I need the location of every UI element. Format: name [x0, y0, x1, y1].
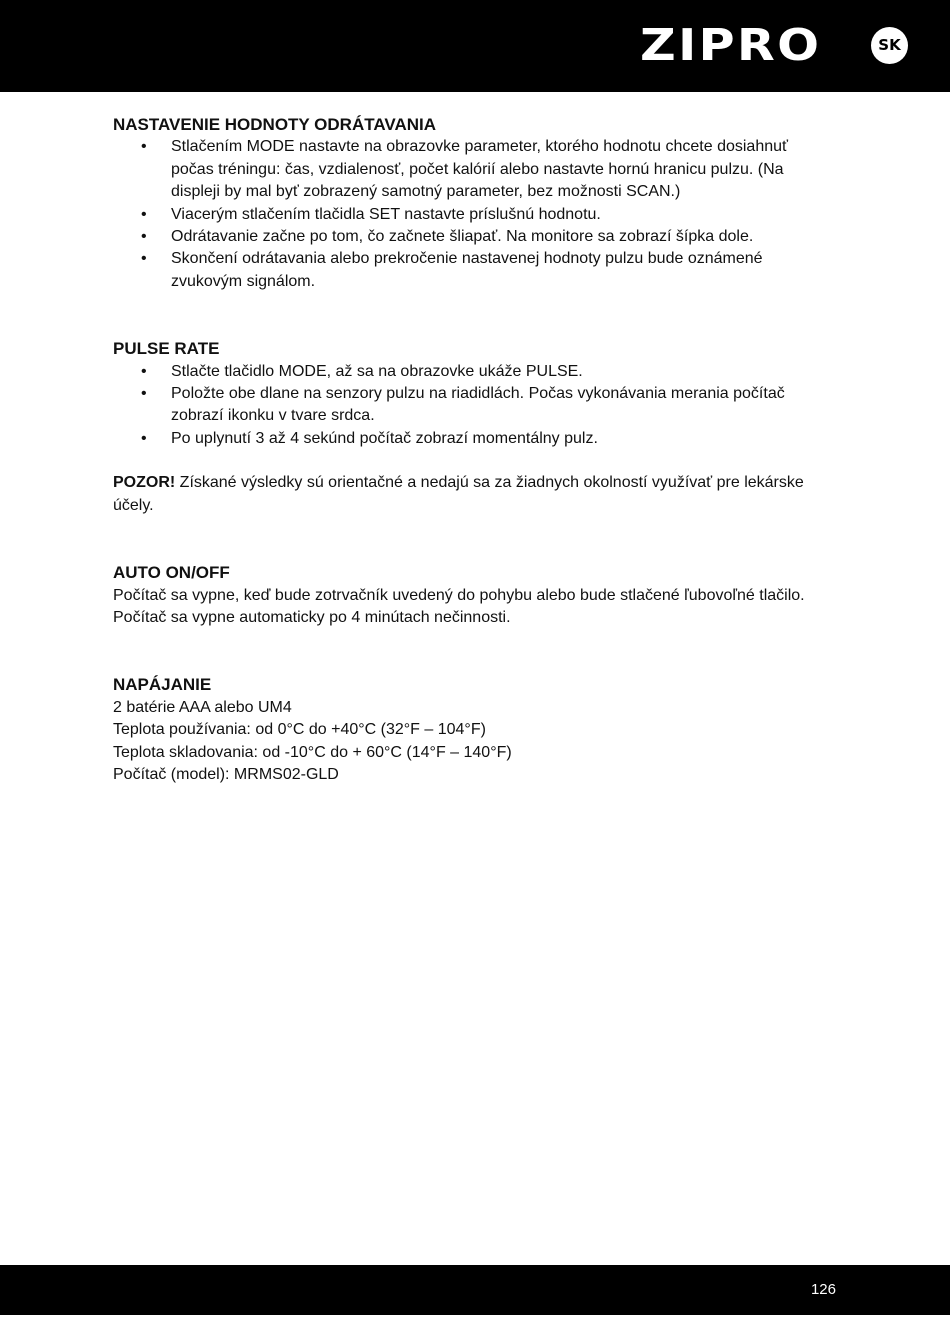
auto-line: Počítač sa vypne automaticky po 4 minútach nečinnosti. [113, 608, 511, 626]
list-item-text: Odrátavanie začne po tom, čo začnete šliapať. Na monitore sa zobrazí šípka dole. [171, 228, 754, 246]
countdown-list [113, 136, 833, 293]
spacer [113, 629, 833, 674]
section-title-power: NAPÁJANIE [113, 675, 212, 695]
list-item [113, 226, 833, 248]
page-number: 126 [810, 1281, 836, 1298]
bullet-icon: • [141, 228, 147, 246]
zipro-logo: ZIPRO [640, 20, 822, 71]
warning-text: Získané výsledky sú orientačné a nedajú sa za žiadnych okolností využívať pre lekárske účely. [113, 474, 804, 514]
bullet-icon: • [141, 205, 147, 223]
power-line: Počítač (model): MRMS02-GLD [113, 765, 339, 783]
warning-note [113, 472, 833, 517]
list-item [113, 361, 833, 383]
list-item-text: Po uplynutí 3 až 4 sekúnd počítač zobrazí momentálny pulz. [171, 429, 598, 447]
section-title-auto: AUTO ON/OFF [113, 563, 230, 583]
page-header [0, 0, 950, 92]
bullet-icon: • [141, 362, 147, 380]
bullet-icon: • [141, 385, 147, 403]
section-power [113, 674, 833, 786]
spacer [113, 450, 833, 472]
list-item [113, 248, 833, 293]
power-line: Teplota používania: od 0°C do +40°C (32°F – 104°F) [113, 721, 486, 739]
list-item-text: Stlačte tlačidlo MODE, až sa na obrazovke ukáže PULSE. [171, 362, 583, 380]
spacer [113, 517, 833, 562]
list-item [113, 428, 833, 450]
bullet-icon: • [141, 138, 147, 156]
list-item-text: Stlačením MODE nastavte na obrazovke parameter, ktorého hodnotu chcete dosiahnuť počas tréningu: čas, vzdialenosť, počet kalórií alebo nastavte hornú hranicu pulzu. (Na displeji by mal byť zobrazený samotný parameter, bez možnosti SCAN.) [171, 138, 789, 201]
power-line: Teplota skladovania: od -10°C do + 60°C (14°F – 140°F) [113, 743, 512, 761]
bullet-icon: • [141, 429, 147, 447]
list-item [113, 204, 833, 226]
spacer [113, 293, 833, 338]
section-auto [113, 562, 833, 629]
section-pulse [113, 338, 833, 517]
list-item-text: Položte obe dlane na senzory pulzu na riadidlách. Počas vykonávania merania počítač zobrazí ikonku v tvare srdca. [171, 385, 785, 425]
list-item-text: Skončení odrátavania alebo prekročenie nastavenej hodnoty pulzu bude oznámené zvukovým signálom. [171, 250, 763, 290]
list-item [113, 383, 833, 428]
power-line: 2 batérie AAA alebo UM4 [113, 698, 292, 716]
bullet-icon: • [141, 250, 147, 268]
auto-line: Počítač sa vypne, keď bude zotrvačník uvedený do pohybu alebo bude stlačené ľubovoľné tlačilo. [113, 586, 805, 604]
language-badge: SK [871, 27, 908, 64]
section-title-countdown: NASTAVENIE HODNOTY ODRÁTAVANIA [113, 115, 437, 134]
list-item-text: Viacerým stlačením tlačidla SET nastavte príslušnú hodnotu. [171, 205, 601, 223]
page-footer [0, 1265, 950, 1315]
section-countdown [113, 114, 833, 293]
section-title-pulse: PULSE RATE [113, 339, 220, 359]
list-item [113, 136, 833, 203]
warning-label: POZOR! [113, 474, 176, 492]
pulse-list [113, 361, 833, 451]
document-body [113, 114, 833, 786]
